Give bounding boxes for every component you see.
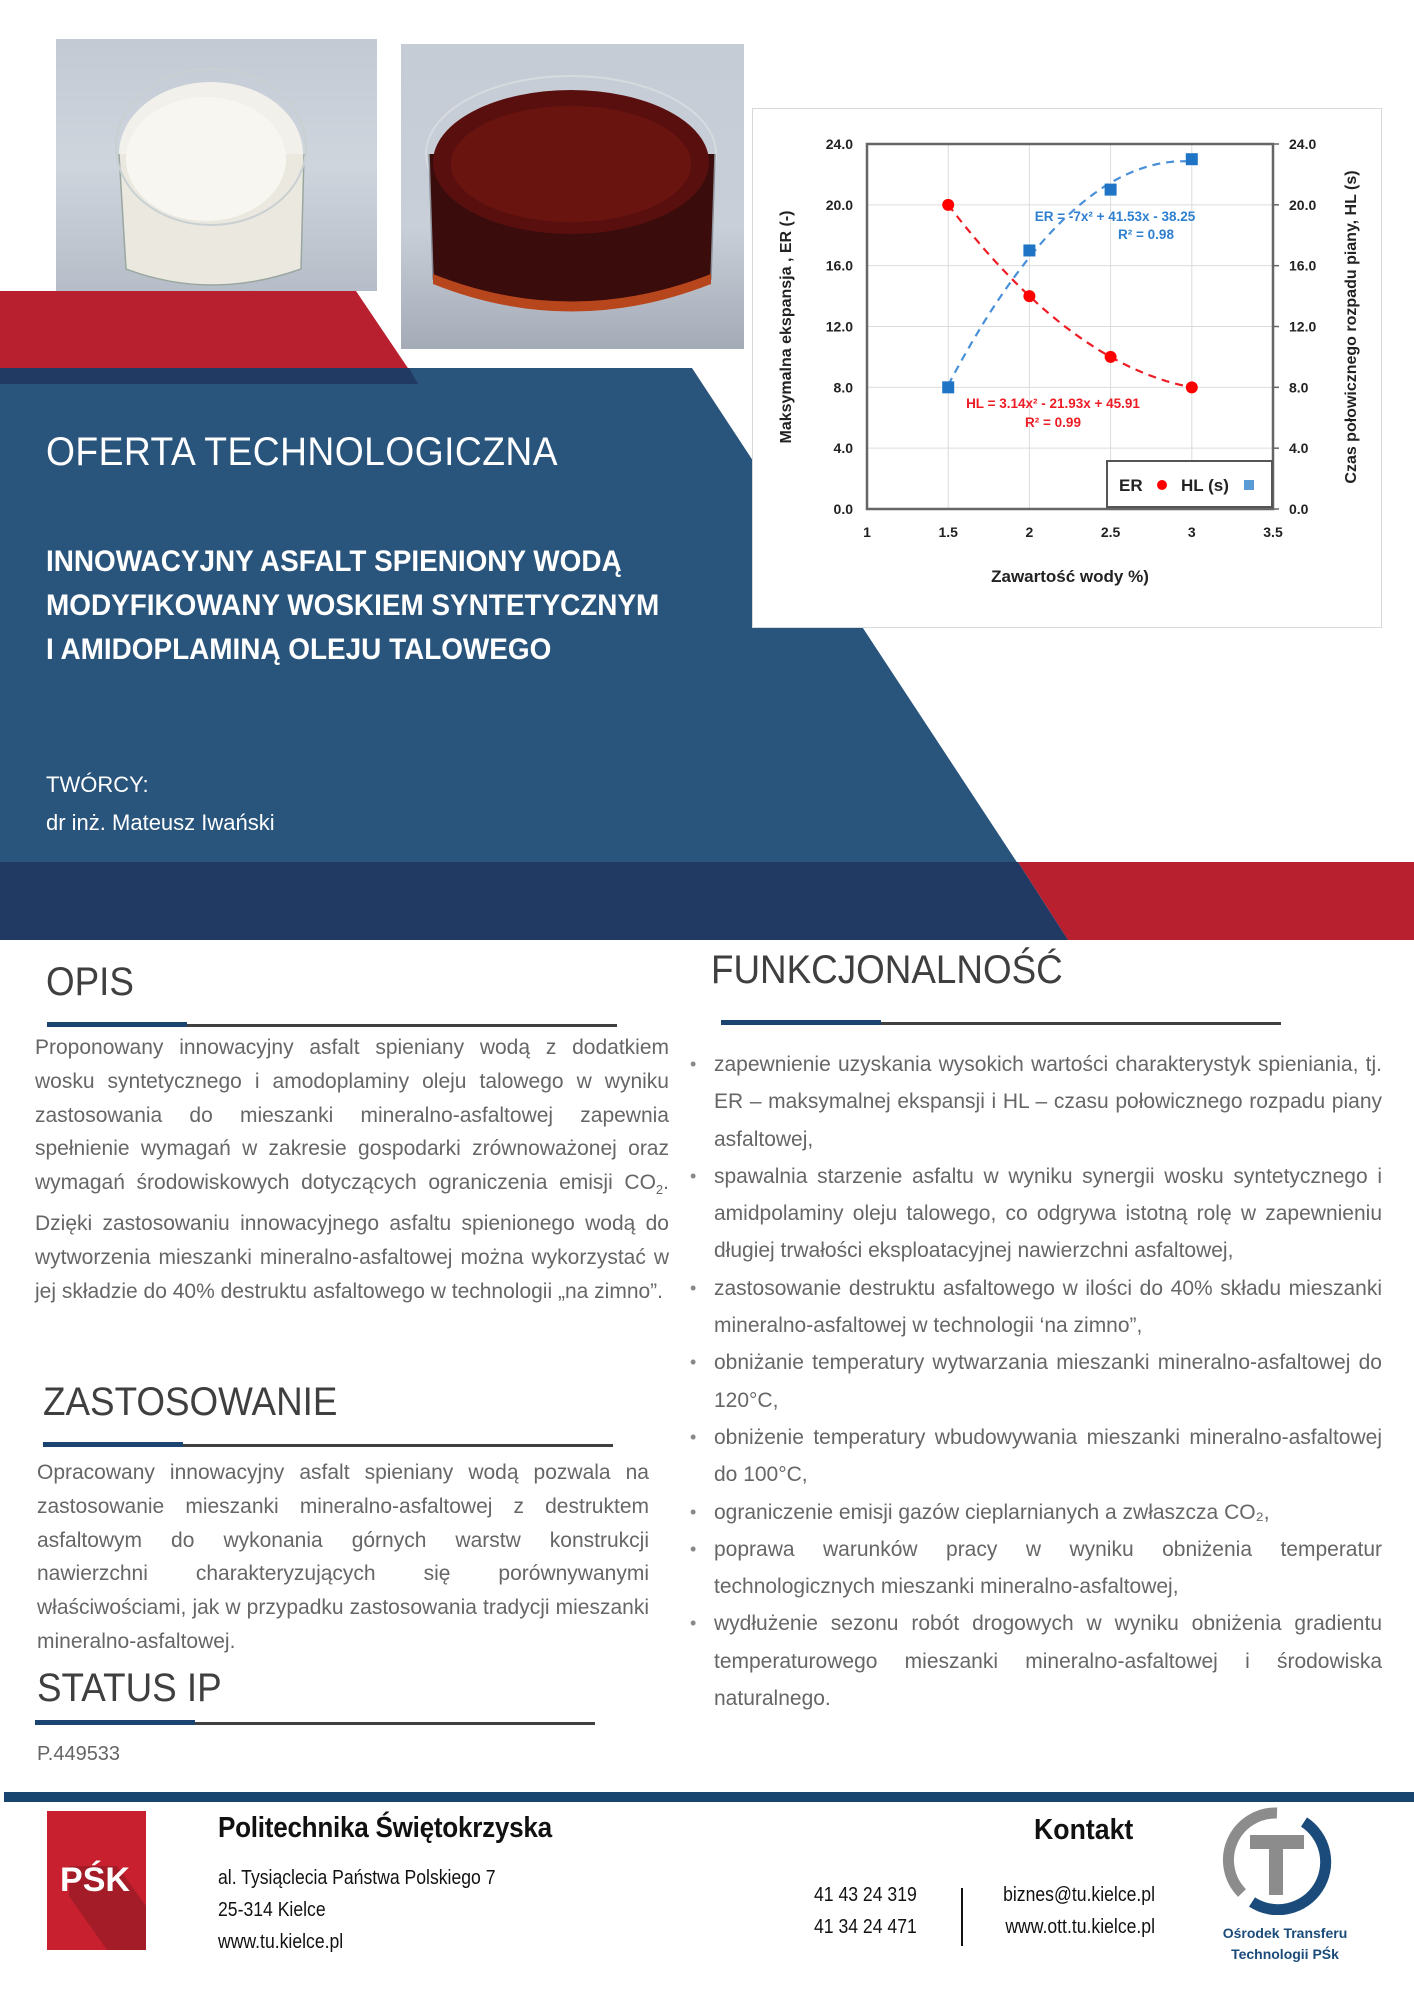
y-tick-label-right: 20.0 bbox=[1289, 196, 1317, 213]
opis-rule bbox=[47, 1024, 617, 1027]
hl-equation: HL = 3.14x² - 21.93x + 45.91 bbox=[966, 396, 1140, 411]
list-item: • zapewnienie uzyskania wysokich wartości charakterystyk spieniania, tj. ER – maksymalnej ekspansji i HL – czasu połowicznego rozpadu piany asfaltowej, bbox=[688, 1046, 1382, 1158]
hl-point bbox=[1186, 153, 1198, 165]
creators-label: TWÓRCY: bbox=[46, 772, 149, 797]
technology-title bbox=[46, 540, 753, 672]
y-tick-label-left: 4.0 bbox=[833, 440, 853, 457]
foaming-chart bbox=[752, 108, 1382, 628]
er-point bbox=[1105, 351, 1117, 363]
email-link[interactable]: biznes@tu.kielce.pl bbox=[1003, 1884, 1155, 1906]
y-tick-label-right: 24.0 bbox=[1289, 136, 1317, 152]
legend-er-label: ER bbox=[1119, 476, 1143, 495]
rule-accent bbox=[43, 1442, 183, 1447]
contact-separator bbox=[961, 1888, 963, 1946]
opis-heading: OPIS bbox=[46, 960, 134, 1004]
title-line: I AMIDOPLAMINĄ OLEJU TALOWEGO bbox=[46, 633, 552, 666]
hl-r2: R² = 0.99 bbox=[1025, 415, 1081, 430]
psk-logo bbox=[47, 1811, 146, 1950]
x-tick-label: 3 bbox=[1187, 524, 1196, 540]
y-tick-label-left: 8.0 bbox=[833, 379, 853, 396]
bullet-icon: • bbox=[690, 1613, 697, 1634]
bullet-icon: • bbox=[690, 1277, 697, 1298]
y-tick-label-left: 16.0 bbox=[825, 257, 853, 274]
er-equation: ER = -7x² + 41.53x - 38.25 bbox=[1034, 209, 1196, 224]
hl-point bbox=[1023, 244, 1035, 256]
status-ip-rule bbox=[35, 1722, 595, 1725]
list-item: • poprawa warunków pracy w wyniku obniżenia temperatur technologicznych mieszanki mineralno-asfaltowej, bbox=[688, 1531, 1382, 1606]
functionality-list bbox=[688, 1046, 1382, 1717]
list-item: • obniżenie temperatury wbudowywania mieszanki mineralno-asfaltowej do 100°C, bbox=[688, 1419, 1382, 1494]
x-tick-label: 2.5 bbox=[1100, 524, 1121, 540]
y-tick-label-right: 8.0 bbox=[1289, 379, 1309, 396]
list-item: • zastosowanie destruktu asfaltowego w ilości do 40% składu mieszanki mineralno-asfaltowej w technologii ‘na zimno”, bbox=[688, 1270, 1382, 1345]
title-line: MODYFIKOWANY WOSKIEM SYNTETYCZNYM bbox=[46, 589, 660, 622]
footer-divider bbox=[4, 1792, 1414, 1802]
er-point bbox=[1186, 381, 1198, 393]
title-line: INNOWACYJNY ASFALT SPIENIONY WODĄ bbox=[46, 545, 622, 578]
x-tick-label: 2 bbox=[1025, 524, 1034, 540]
bullet-icon: • bbox=[690, 1538, 697, 1559]
y-tick-label-right: 16.0 bbox=[1289, 257, 1317, 274]
funkcjonalnosc-heading: FUNKCJONALNOŚĆ bbox=[711, 948, 1063, 992]
y-tick-label-left: 24.0 bbox=[825, 136, 853, 152]
ott-name-line: Technologii PŚk bbox=[1231, 1946, 1339, 1962]
y-tick-label-left: 0.0 bbox=[833, 501, 853, 517]
bullet-icon: • bbox=[690, 1426, 697, 1447]
chart-canvas bbox=[753, 109, 1383, 629]
address-city: 25-314 Kielce bbox=[218, 1899, 326, 1921]
phone-number[interactable]: 41 34 24 471 bbox=[814, 1916, 917, 1938]
x-tick-label: 3.5 bbox=[1263, 524, 1283, 540]
funkcjonalnosc-rule bbox=[721, 1022, 1281, 1025]
rule-accent bbox=[721, 1020, 881, 1025]
x-tick-label: 1.5 bbox=[938, 524, 958, 540]
navy-dark-strip-top bbox=[0, 368, 418, 384]
chart-trendlines bbox=[948, 161, 1192, 387]
status-ip-heading: STATUS IP bbox=[37, 1666, 222, 1710]
y-axis-left-label: Maksymalna ekspansja , ER (-) bbox=[778, 210, 795, 444]
y-axis-right-label: Czas połowicznego rozpadu piany, HL (s) bbox=[1343, 170, 1360, 484]
zastosowanie-text: Opracowany innowacyjny asfalt spieniany wodą pozwala na zastosowanie mieszanki mineralno-asfaltowej z destruktem asfaltowym do wykonania górnych warstw konstrukcji nawierzchni charakteryzujących się porównywanymi właściwościami, jak w przypadku zastosowania tradycji mieszanki mineralno-asfaltowej. bbox=[37, 1461, 649, 1653]
chart-marks bbox=[942, 153, 1198, 393]
phone-number[interactable]: 41 43 24 319 bbox=[814, 1884, 917, 1906]
red-bottom-band bbox=[1018, 862, 1414, 940]
bullet-icon: • bbox=[690, 1054, 697, 1074]
er-point bbox=[1023, 290, 1035, 302]
legend-hl-marker bbox=[1244, 480, 1254, 490]
zastosowanie-heading: ZASTOSOWANIE bbox=[43, 1380, 338, 1424]
opis-text: Proponowany innowacyjny asfalt spieniany wodą z dodatkiem wosku syntetycznego i amodoplaminy oleju talowego w wyniku zastosowania do mieszanki mineralno-asfaltowej zapewnia spełnienie wymagań w zakresie gospodarki zrównoważonej oraz wymagań środowiskowych dotyczących ograniczenia emisji $CO_2$. Dzięki zastosowaniu innowacyjnego asfaltu spienionego wodą do wytworzenia mieszanki mineralno-asfaltowej można wykorzystać w jej składzie do 40% destruktu asfaltowego w technologii „na zimno”. bbox=[35, 1036, 669, 1303]
rule-accent bbox=[47, 1022, 187, 1027]
address-street: al. Tysiąclecia Państwa Polskiego 7 bbox=[218, 1867, 496, 1889]
x-tick-label: 1 bbox=[863, 524, 871, 540]
list-item: • spawalnia starzenie asfaltu w wyniku synergii wosku syntetycznego i amidpolaminy oleju talowego, co odgrywa istotną rolę w zapewnieniu długiej trwałości eksploatacyjnej nawierzchni asfaltowej, bbox=[688, 1158, 1382, 1270]
bullet-icon: • bbox=[690, 1165, 697, 1186]
y-tick-label-left: 12.0 bbox=[825, 318, 853, 335]
er-r2: R² = 0.98 bbox=[1118, 227, 1174, 242]
svg-text:PŚK: PŚK bbox=[60, 1861, 130, 1899]
ott-name-line: Ośrodek Transferu bbox=[1222, 1925, 1348, 1941]
patent-number: P.449533 bbox=[37, 1743, 121, 1765]
ott-logo bbox=[1222, 1805, 1332, 1915]
list-item: • wydłużenie sezonu robót drogowych w wyniku obniżenia gradientu temperaturowego mieszanki mineralno-asfaltowej i środowiska naturalnego. bbox=[688, 1605, 1382, 1717]
navy-dark-bottom-band bbox=[0, 862, 1068, 940]
list-item: • obniżanie temperatury wytwarzania mieszanki mineralno-asfaltowej do 120°C, bbox=[688, 1344, 1382, 1419]
y-tick-label-right: 12.0 bbox=[1289, 318, 1317, 335]
bullet-icon: • bbox=[690, 1352, 697, 1373]
psk-logo-mark bbox=[47, 1811, 146, 1950]
hl-point bbox=[942, 381, 954, 393]
bullet-icon: • bbox=[690, 1501, 697, 1522]
chart-grid bbox=[867, 144, 1273, 509]
list-item: • ograniczenie emisji gazów cieplarnianych a zwłaszcza CO₂, bbox=[688, 1494, 1382, 1531]
legend-er-marker bbox=[1157, 480, 1167, 490]
y-tick-label-right: 4.0 bbox=[1289, 440, 1309, 457]
legend-hl-label: HL (s) bbox=[1181, 476, 1229, 495]
university-website-link[interactable]: www.tu.kielce.pl bbox=[218, 1931, 344, 1953]
ott-website-link[interactable]: www.ott.tu.kielce.pl bbox=[1005, 1916, 1155, 1938]
y-tick-label-right: 0.0 bbox=[1289, 501, 1309, 517]
x-axis-label: Zawartość wody %) bbox=[991, 567, 1149, 586]
hl-trendline bbox=[948, 161, 1192, 385]
chart-legend bbox=[1107, 461, 1272, 507]
contact-heading: Kontakt bbox=[1034, 1814, 1134, 1846]
university-name: Politechnika Świętokrzyska bbox=[218, 1812, 552, 1844]
y-tick-label-left: 20.0 bbox=[825, 196, 853, 213]
er-point bbox=[942, 199, 954, 211]
hl-point bbox=[1105, 184, 1117, 196]
offer-label: OFERTA TECHNOLOGICZNA bbox=[46, 430, 559, 474]
rule-accent bbox=[35, 1720, 195, 1725]
creators-name: dr inż. Mateusz Iwański bbox=[46, 810, 275, 835]
zastosowanie-rule bbox=[43, 1444, 613, 1447]
